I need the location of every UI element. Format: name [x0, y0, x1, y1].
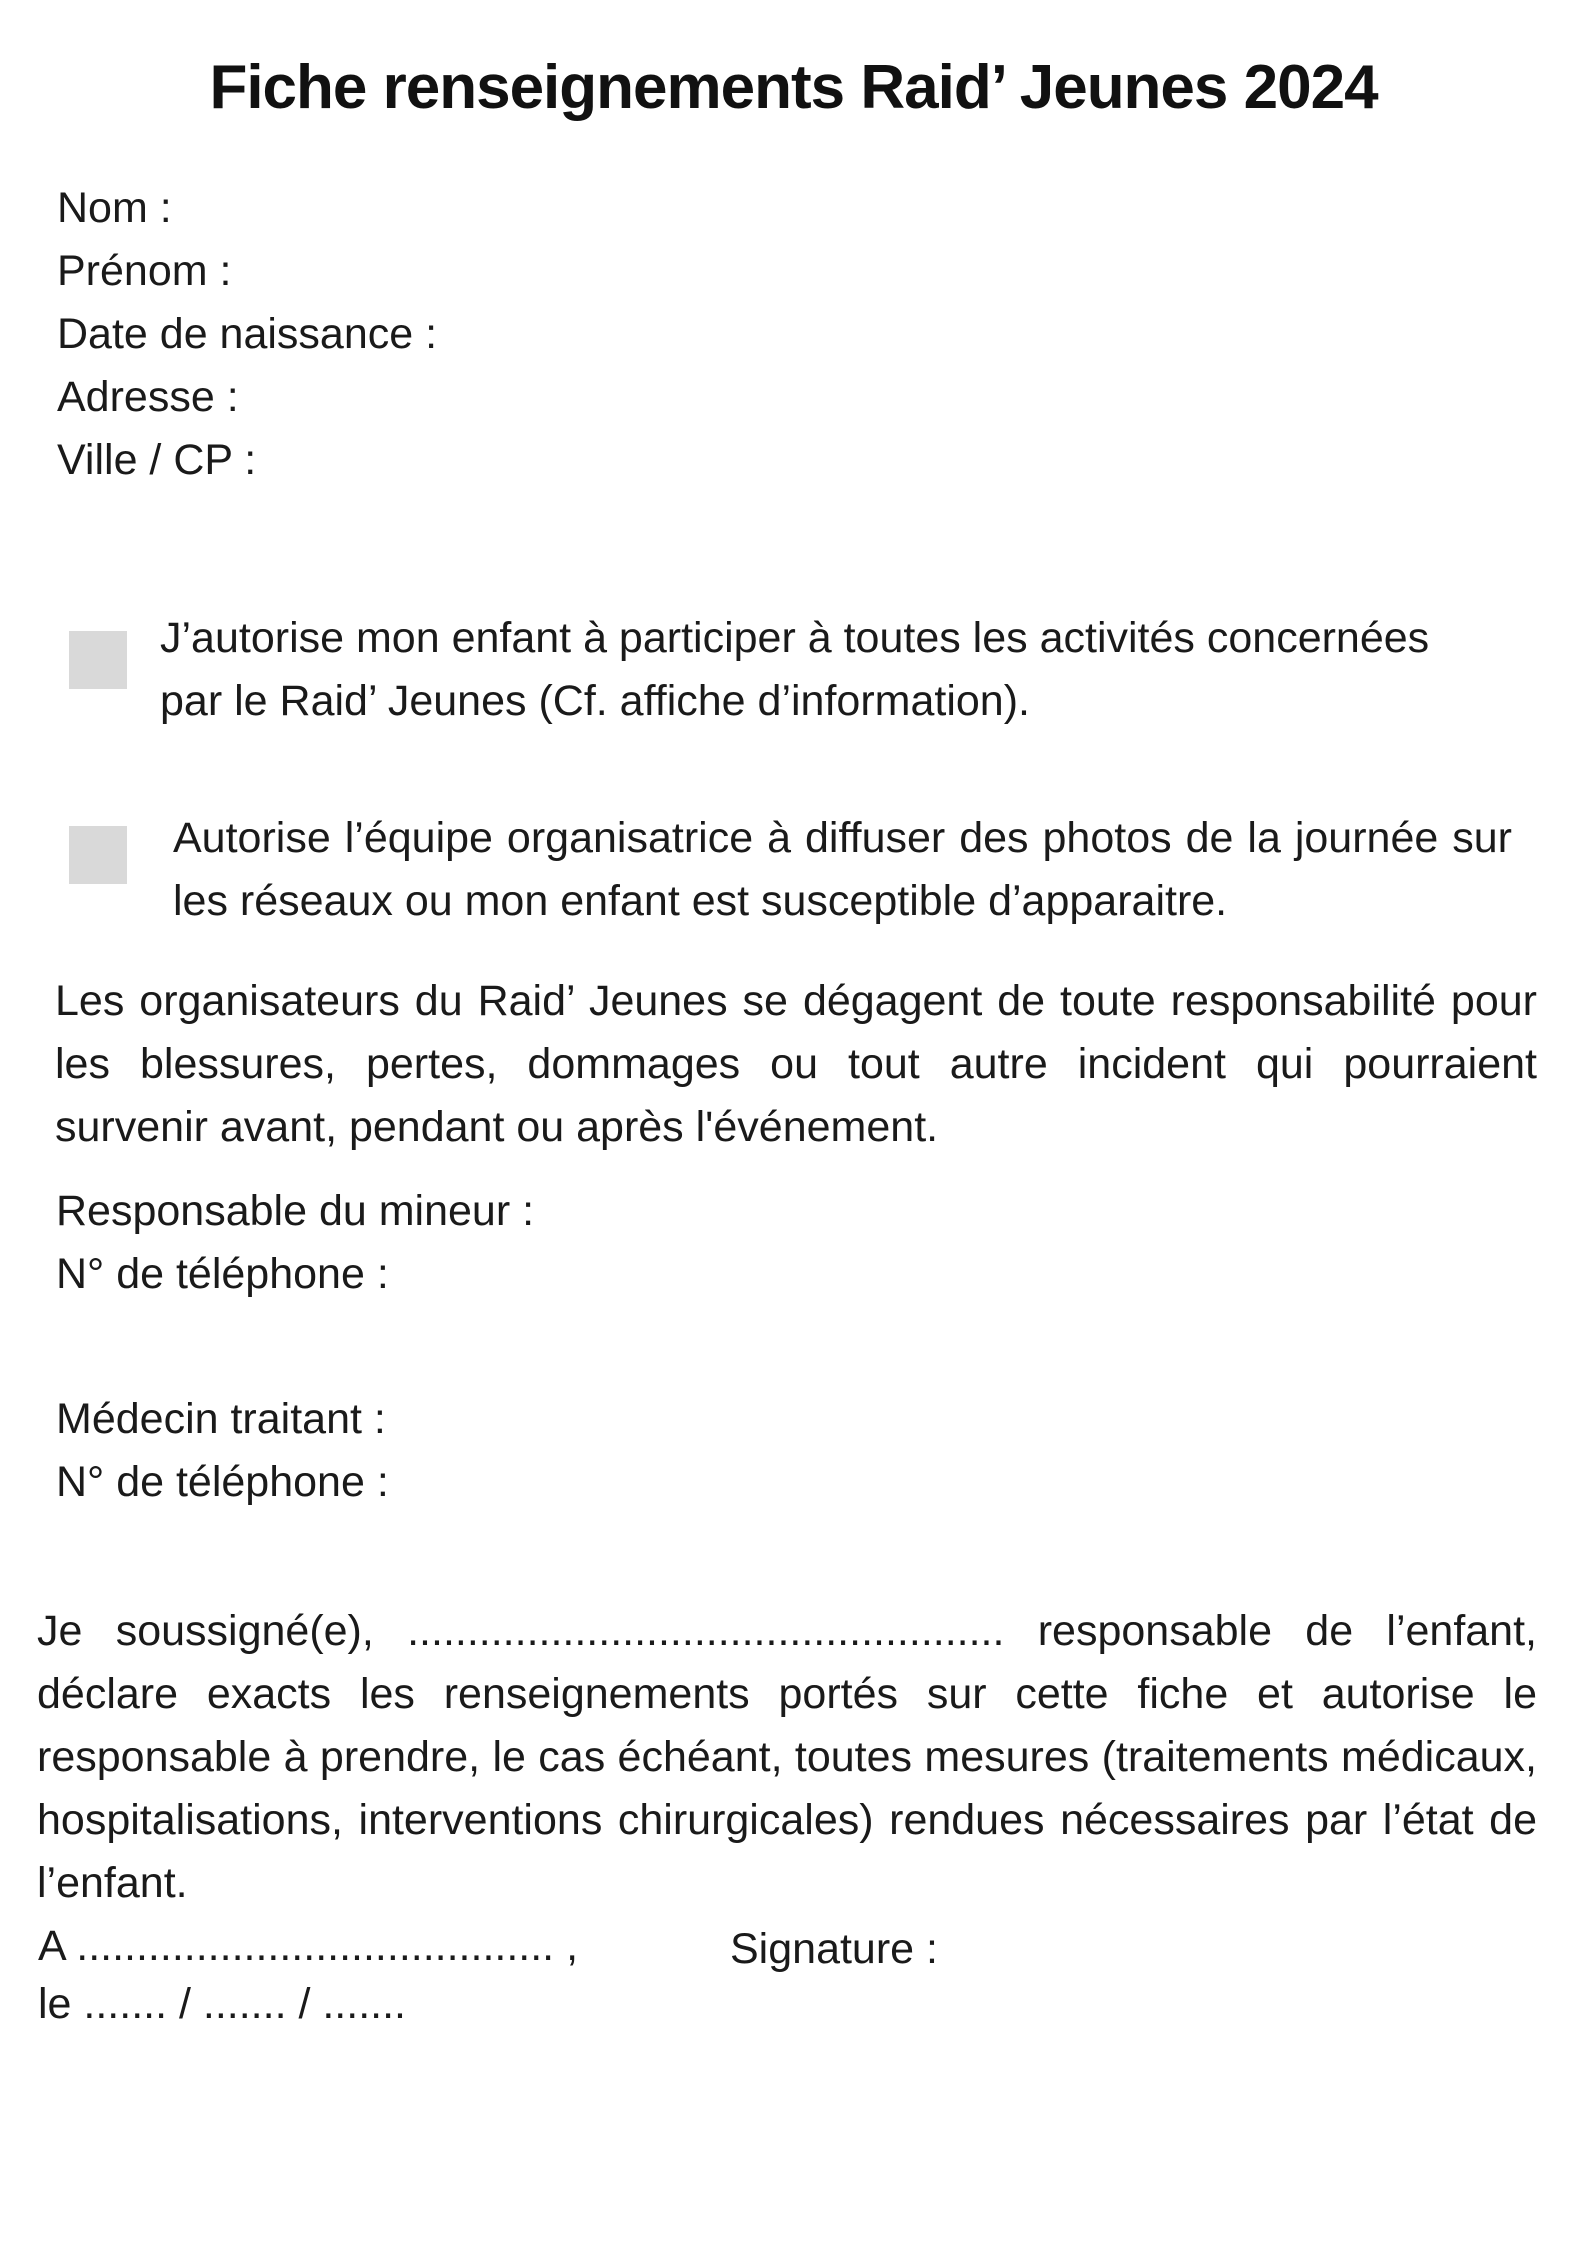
date-fill-line: le ....... / ....... / .......	[38, 1980, 406, 2028]
guardian-label: Responsable du mineur :	[56, 1187, 535, 1235]
checkbox-participation[interactable]	[69, 631, 127, 689]
place-fill-line: A ........................................ ,	[38, 1922, 579, 1970]
field-label-ville-cp: Ville / CP :	[57, 436, 257, 484]
identity-fields	[57, 177, 437, 492]
liability-disclaimer-paragraph: Les organisateurs du Raid’ Jeunes se dégagent de toute responsabilité pour les blessures, pertes, dommages ou tout autre incident qui pourraient survenir avant, pendant ou après l'événement.	[55, 977, 1537, 1151]
doctor-section	[56, 1388, 389, 1514]
doctor-label: Médecin traitant :	[56, 1395, 386, 1443]
checkbox-participation-label: J’autorise mon enfant à participer à toutes les activités concernées par le Raid’ Jeunes (Cf. affiche d’information).	[160, 614, 1430, 725]
field-label-date-naissance: Date de naissance :	[57, 310, 438, 358]
field-label-prenom: Prénom :	[57, 247, 232, 295]
guardian-phone-label: N° de téléphone :	[56, 1250, 389, 1298]
field-label-adresse: Adresse :	[57, 373, 239, 421]
checkbox-photo-consent[interactable]	[69, 826, 127, 884]
guardian-section	[56, 1180, 534, 1306]
declaration-paragraph: Je soussigné(e), .................................................. responsable de l’enfant, déclare exacts les renseignements portés sur cette fiche et autorise le responsable à prendre, le cas échéant, toutes mesures (traitements médicaux, hospitalisations, interventions chirurgicales) rendues nécessaires par l’état de l’enfant.	[37, 1607, 1537, 1907]
page-title: Fiche renseignements Raid’ Jeunes 2024	[209, 53, 1378, 122]
doctor-phone-label: N° de téléphone :	[56, 1458, 389, 1506]
field-label-nom: Nom :	[57, 184, 172, 232]
signature-label: Signature :	[730, 1925, 938, 1973]
checkbox-photo-consent-label: Autorise l’équipe organisatrice à diffuser des photos de la journée sur les réseaux ou mon enfant est susceptible d’apparaitre.	[173, 814, 1512, 925]
